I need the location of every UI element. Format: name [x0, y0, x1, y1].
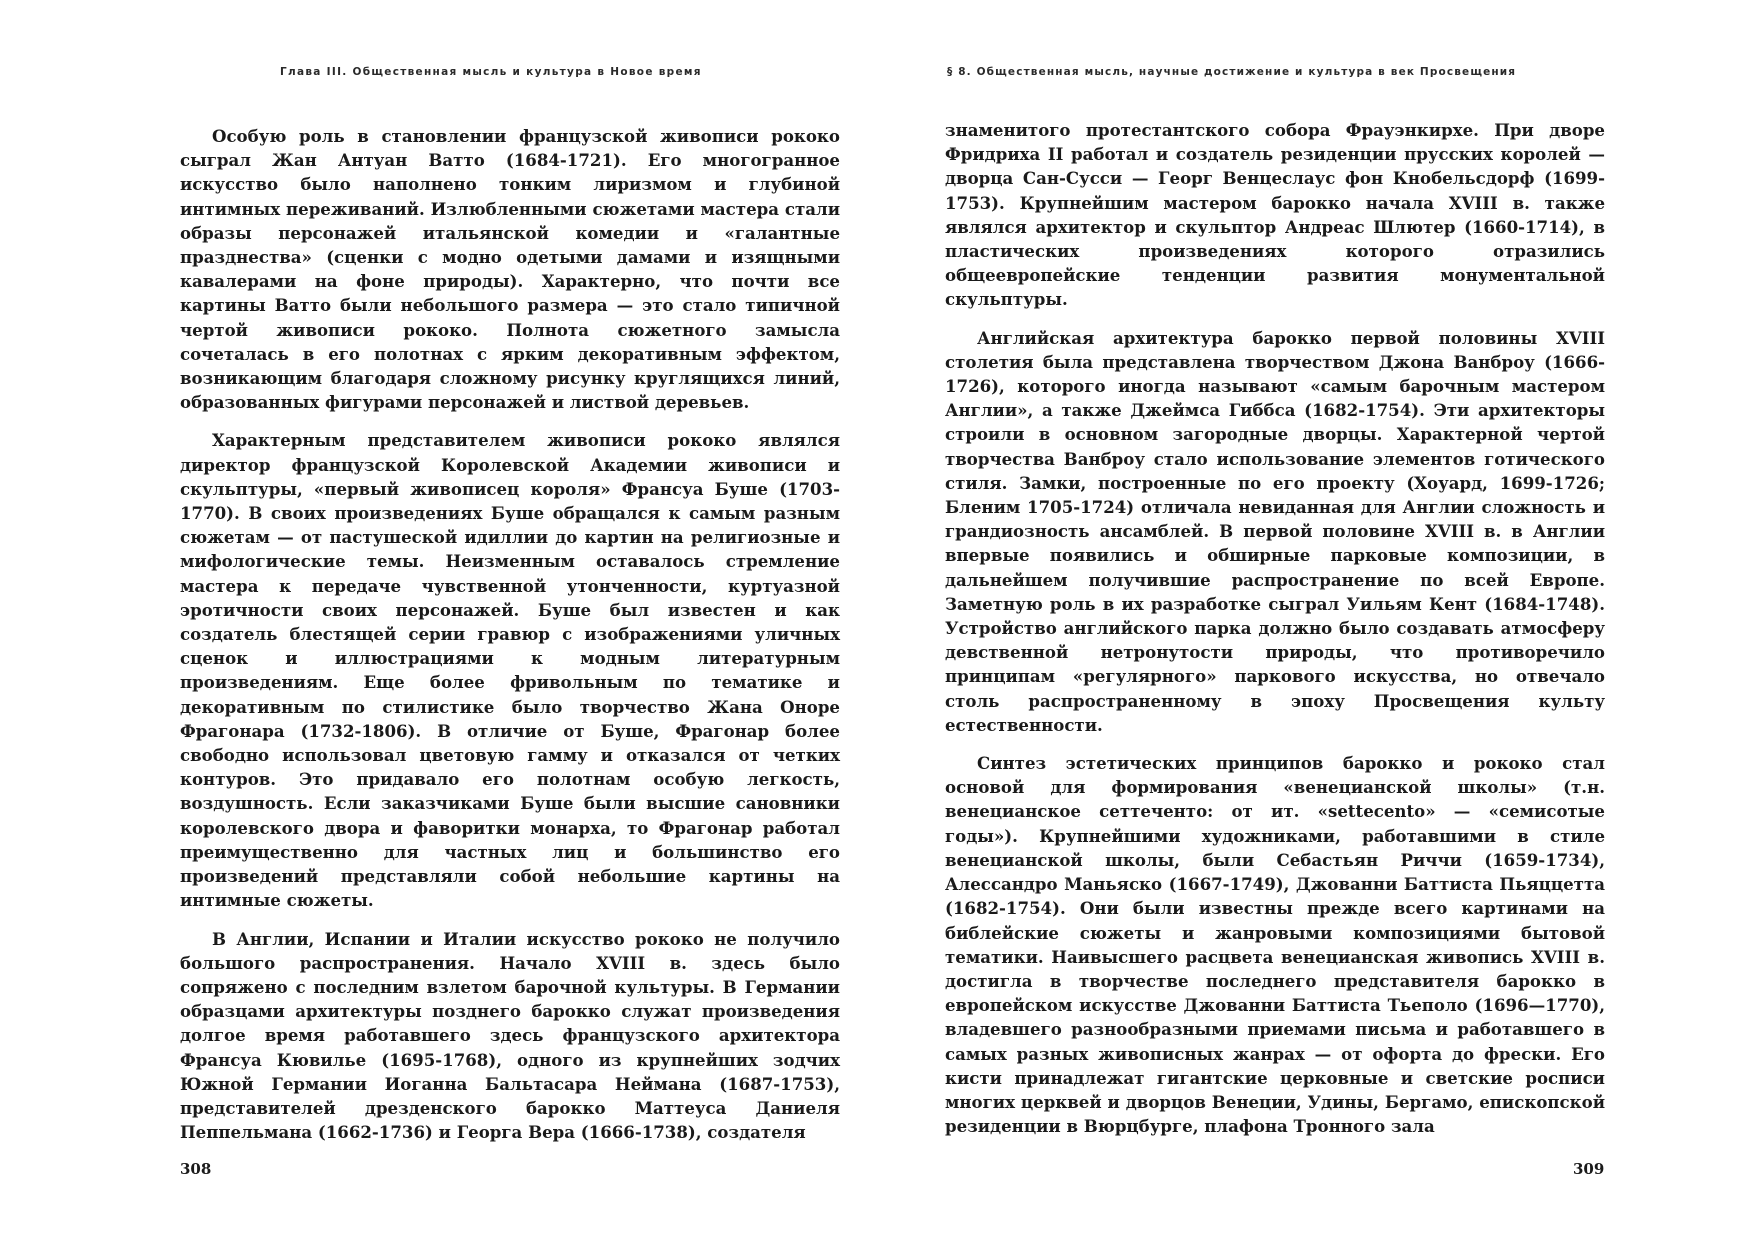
running-head-left: Глава III. Общественная мысль и культура в Новое время: [280, 66, 702, 78]
body-text-left: [180, 124, 840, 1158]
paragraph: Характерным представителем живописи рококо являлся директор французской Королевской Академии живописи и скульптуры, «первый живописец короля» Франсуа Буше (1703-1770). В своих произведениях Буше обращался к самым разным сюжетам — от пастушеской идиллии до картин на религиозные и мифологические темы. Неизменным оставалось стремление мастера к передаче чувственной утонченности, куртуазной эротичности своих персонажей. Буше был известен и как создатель блестящей серии гравюр с изображениями уличных сценок и иллюстрациями к модным литературным произведениям. Еще более фривольным по тематике и декоративным по стилистике было творчество Жана Оноре Фрагонара (1732-1806). В отличие от Буше, Фрагонар более свободно использовал цветовую гамму и отказался от четких контуров. Это придавало его полотнам особую легкость, воздушность. Если заказчиками Буше были высшие сановники королевского двора и фаворитки монарха, то Фрагонар работал преимущественно для частных лиц и большинство его произведений представляли собой небольшие картины на интимные сюжеты.: [180, 430, 840, 911]
right-page: [877, 0, 1754, 1239]
paragraph: Особую роль в становлении французской живописи рококо сыграл Жан Антуан Ватто (1684-1721). Его многогранное искусство было наполнено тонким лиризмом и глубиной интимных переживаний. Излюбленными сюжетами мастера стали образы персонажей итальянской комедии и «галантные празднества» (сценки с модно одетыми дамами и изящными кавалерами на фоне природы). Характерно, что почти все картины Ватто были небольшого размера — это стало типичной чертой живописи рококо. Полнота сюжетного замысла сочеталась в его полотнах с ярким декоративным эффектом, возникающим благодаря сложному рисунку круглящихся линий, образованных фигурами персонажей и листвой деревьев.: [180, 126, 840, 413]
page-number-right: 309: [1573, 1160, 1605, 1178]
paragraph: Английская архитектура барокко первой половины XVIII столетия была представлена творчеством Джона Ванброу (1666-1726), которого иногда называют «самым барочным мастером Англии», а также Джеймса Гиббса (1682-1754). Эти архитекторы строили в основном загородные дворцы. Характерной чертой творчества Ванброу стало использование элементов готического стиля. Замки, построенные по его проекту (Хоуард, 1699-1726; Бленим 1705-1724) отличала невиданная для Англии сложность и грандиозность ансамблей. В первой половине XVIII в. в Англии впервые появились и обширные парковые композиции, в дальнейшем получившие распространение по всей Европе. Заметную роль в их разработке сыграл Уильям Кент (1684-1748). Устройство английского парка должно было создавать атмосферу девственной нетронутости природы, что противоречило принципам «регулярного» паркового искусства, но отвечало столь распространенному в эпоху Просвещения культу естественности.: [945, 327, 1605, 735]
paragraph: Синтез эстетических принципов барокко и рококо стал основой для формирования «венецианской школы» (т.н. венецианское сеттеченто: от ит. «settecento» — «семисотые годы»). Крупнейшими художниками, работавшими в стиле венецианской школы, были Себастьян Риччи (1659-1734), Алессандро Маньяско (1667-1749), Джованни Баттиста Пьяццетта (1682-1754). Они были известны прежде всего картинами на библейские сюжеты и жанровыми композициями бытовой тематики. Наивысшего расцвета венецианская живопись XVIII в. достигла в творчестве последнего представителя барокко в европейском искусстве Джованни Баттиста Тьеполо (1696—1770), владевшего разнообразными приемами письма и работавшего в самых разных живописных жанрах — от офорта до фрески. Его кисти принадлежат гигантские церковные и светские росписи многих церквей и дворцов Венеции, Удины, Бергамо, епископской резиденции в Вюрцбурге, плафона Тронного зала: [945, 753, 1605, 1137]
page-number-left: 308: [180, 1160, 212, 1178]
paragraph: В Англии, Испании и Италии искусство рококо не получило большого распространения. Начало XVIII в. здесь было сопряжено с последним взлетом барочной культуры. В Германии образцами архитектуры позднего барокко служат произведения долгое время работавшего здесь французского архитектора Франсуа Кювилье (1695-1768), одного из крупнейших зодчих Южной Германии Иоганна Бальтасара Неймана (1687-1753), представителей дрезденского барокко Маттеуса Даниеля Пеппельмана (1662-1736) и Георга Вера (1666-1738), создателя: [180, 928, 840, 1143]
running-head-right: § 8. Общественная мысль, научные достижение и культура в век Просвещения: [947, 66, 1517, 78]
paragraph: знаменитого протестантского собора Фрауэнкирхе. При дворе Фридриха II работал и создатель резиденции прусских королей — дворца Сан-Сусси — Георг Венцеслаус фон Кнобельсдорф (1699-1753). Крупнейшим мастером барокко начала XVIII в. также являлся архитектор и скульптор Андреас Шлютер (1660-1714), в пластических произведениях которого отразились общеевропейские тенденции развития монументальной скульптуры.: [945, 120, 1605, 310]
body-text-right: [945, 118, 1605, 1152]
